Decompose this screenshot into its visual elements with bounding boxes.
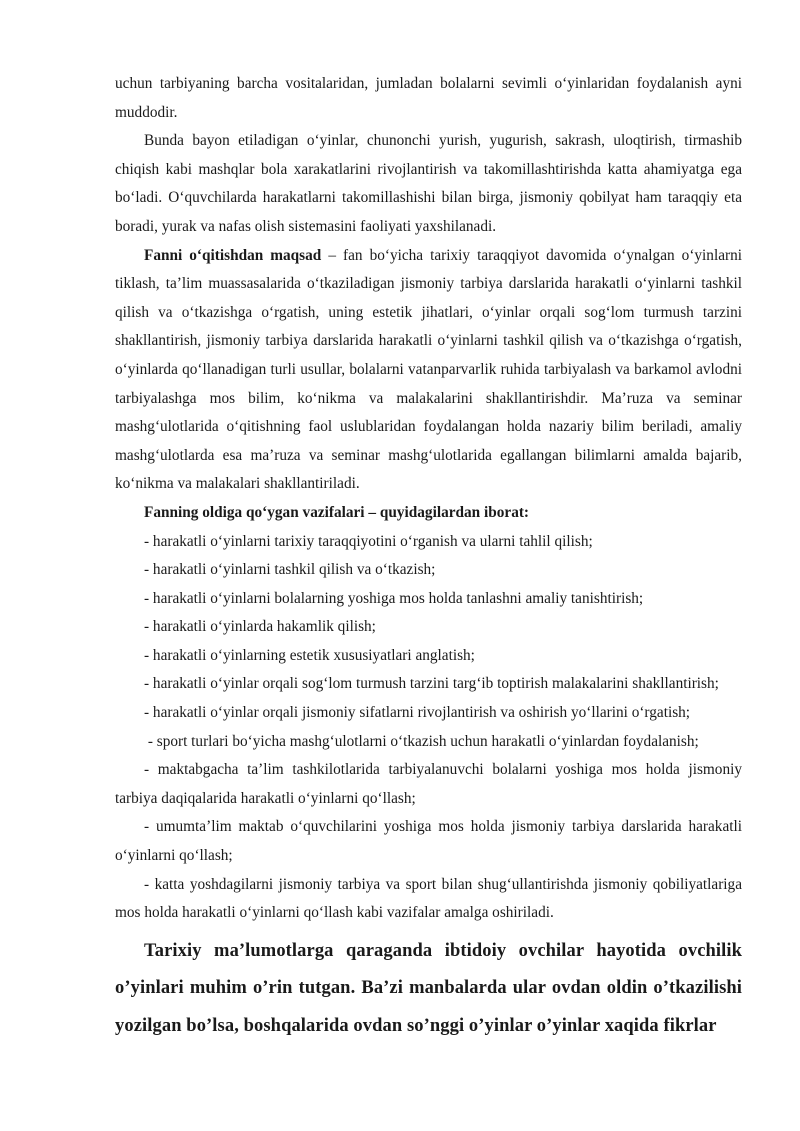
- task-item: - maktabgacha ta’lim tashkilotlarida tarbiyalanuvchi bolalarni yoshiga mos holda jismoniy tarbiya daqiqalarida harakatli o‘yinlarni qo‘llash;: [115, 761, 742, 807]
- task-item: - harakatli o‘yinlar orqali sog‘lom turmush tarzini targ‘ib toptirish malakalarini shakllantirish;: [144, 675, 719, 693]
- task-item: - katta yoshdagilarni jismoniy tarbiya va sport bilan shug‘ullantirishda jismoniy qobiliyatlariga mos holda harakatli o‘yinlarni qo‘llash kabi vazifalar amalga oshiriladi.: [115, 875, 742, 922]
- task-item: - harakatli o‘yinlarning estetik xususiyatlari anglatish;: [144, 646, 475, 664]
- task-item: - harakatli o‘yinlarni tashkil qilish va o‘tkazish;: [144, 561, 436, 579]
- goal-label: Fanni o‘qitishdan maqsad: [144, 246, 322, 264]
- paragraph-history: Tarixiy ma’lumotlarga qaraganda ibtidoiy ovchilar hayotida ovchilik o’yinlari muhim o’rin tutgan. Ba’zi manbalarda ular ovdan oldin o’tkazilishi yozilgan bo’lsa, boshqalarida ovdan so’nggi o’yinlar o’yinlar xaqida fikrlar: [115, 940, 742, 1036]
- paragraph-exercises: Bunda bayon etiladigan o‘yinlar, chunonchi yurish, yugurish, sakrash, uloqtirish, tirmashib chiqish kabi mashqlar bola xarakatlarini rivojlantirish va takomillashtirishda katta ahamiyatga ega bo‘ladi. O‘quvchilarda harakatlarni takomillashishi bilan birga, jismoniy qobilyat ham taraqqiy eta boradi, yurak va nafas olish sistemasini faoliyati yaxshilanadi.: [115, 132, 742, 235]
- task-item: - harakatli o‘yinlarni tarixiy taraqqiyotini o‘rganish va ularni tahlil qilish;: [144, 532, 593, 550]
- task-item: - harakatli o‘yinlar orqali jismoniy sifatlarni rivojlantirish va oshirish yo‘llarini o‘rgatish;: [144, 704, 691, 722]
- task-item: - harakatli o‘yinlarda hakamlik qilish;: [144, 618, 376, 636]
- goal-text: – fan bo‘yicha tarixiy taraqqiyot davomida o‘ynalgan o‘yinlarni tiklash, ta’lim muassasalarida o‘tkaziladigan jismoniy tarbiya darslarida harakatli o‘yinlarni tashkil qilish va o‘tkazishga o‘rgatish, uning estetik jihatlari, o‘yinlar orqali sog‘lom turmush tarzini shakllantirish, jismoniy tarbiya darslarida harakatli o‘yinlarni tashkil qilish va o‘tkazishga o‘rgatish, o‘yinlarda qo‘llanadigan turli usullar, bolalarni vatanparvarlik ruhida tarbiyalash va barkamol avlodni tarbiyalashga mos bilim, ko‘nikma va malakalarini shakllantirishdir. Ma’ruza va seminar mashg‘ulotlarida o‘qitishning faol uslublaridan foydalangan holda nazariy bilim beriladi, amaliy mashg‘ulotlarda esa ma’ruza va seminar mashg‘ulotlarida egallangan bilimlarni amalda bajarib, ko‘nikma va malakalari shakllantiriladi.: [115, 246, 742, 493]
- tasks-heading-text: Fanning oldiga qo‘ygan vazifalari – quyidagilardan iborat:: [144, 503, 530, 521]
- task-item: - sport turlari bo‘yicha mashg‘ulotlarni o‘tkazish uchun harakatli o‘yinlardan foydalanish;: [144, 732, 699, 750]
- task-item: - harakatli o‘yinlarni bolalarning yoshiga mos holda tanlashni amaliy tanishtirish;: [144, 589, 644, 607]
- paragraph-goal: [115, 242, 742, 499]
- paragraph-intro: uchun tarbiyaning barcha vositalaridan, jumladan bolalarni sevimli o‘yinlaridan foydalanish ayni muddodir.: [115, 75, 742, 121]
- task-item: - umumta’lim maktab o‘quvchilarini yoshiga mos holda jismoniy tarbiya darslarida harakatli o‘yinlarni qo‘llash;: [115, 818, 742, 865]
- tasks-heading: [115, 499, 742, 528]
- page-content: [115, 70, 742, 1045]
